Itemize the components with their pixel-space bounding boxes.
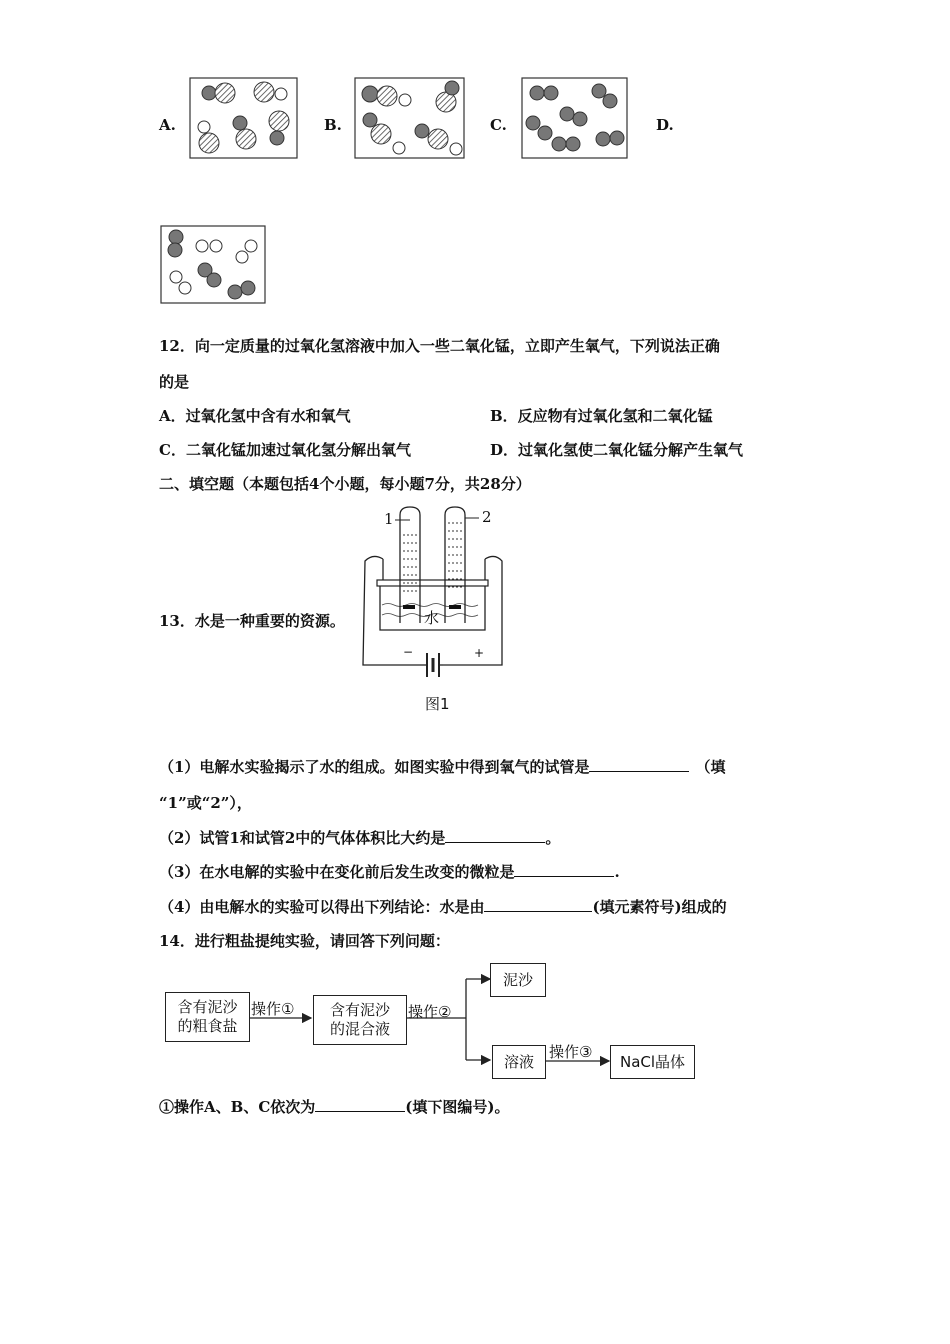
flow-op2-label: 操作② (408, 1003, 452, 1021)
q12-option-c: C．二氧化锰加速过氧化氢分解出氧气 (159, 441, 411, 459)
tube1-label: 1 (384, 510, 394, 528)
water-label: 水 (424, 609, 440, 627)
section-title: 二、填空题（本题包括4个小题，每小题7分，共28分） (159, 475, 531, 493)
plus-sign: + (474, 646, 485, 660)
answer-blank-5[interactable] (315, 1097, 405, 1112)
q13-part2: （2）试管1和试管2中的气体体积比大约是 。 (159, 829, 561, 847)
flow-op3-label: 操作③ (549, 1043, 593, 1061)
option-d-label: D. (656, 116, 674, 134)
q13-part1-cont: “1”或“2”）， (159, 794, 252, 812)
flow-box-sand: 泥沙 (490, 963, 546, 997)
flow-box-crude-salt: 含有泥沙 的粗食盐 (165, 992, 250, 1042)
flow-box-mixture: 含有泥沙 的混合液 (313, 995, 407, 1045)
option-c-label: C. (490, 116, 507, 134)
flow-op1-label: 操作① (251, 1000, 295, 1018)
q14-sub1: ①操作A、B、C依次为 (填下图编号)。 (159, 1098, 510, 1116)
q12-stem-line1: 12．向一定质量的过氧化氢溶液中加入一些二氧化锰，立即产生氧气，下列说法正确 (159, 337, 720, 355)
q12-option-a: A．过氧化氢中含有水和氧气 (159, 407, 351, 425)
q12-option-b: B．反应物有过氧化氢和二氧化锰 (490, 407, 713, 425)
q12-option-d: D．过氧化氢使二氧化锰分解产生氧气 (490, 441, 744, 459)
flow-box-crystal: NaCl晶体 (610, 1045, 695, 1079)
minus-sign: − (403, 645, 414, 659)
q13-part4: （4）由电解水的实验可以得出下列结论：水是由 (填元素符号)组成的 (159, 898, 727, 916)
figure-caption: 图1 (425, 695, 450, 713)
flow-box-solution: 溶液 (492, 1045, 546, 1079)
q12-stem-line2: 的是 (159, 373, 190, 391)
option-a-label: A. (159, 116, 176, 134)
q13-stem: 13．水是一种重要的资源。 (159, 612, 345, 630)
q13-part1: （1）电解水实验揭示了水的组成。如图实验中得到氧气的试管是 （填 (159, 758, 726, 776)
tube2-label: 2 (482, 508, 492, 526)
option-b-label: B. (324, 116, 342, 134)
q13-part3: （3）在水电解的实验中在变化前后发生改变的微粒是 . (159, 863, 620, 881)
q14-stem: 14．进行粗盐提纯实验，请回答下列问题： (159, 932, 450, 950)
